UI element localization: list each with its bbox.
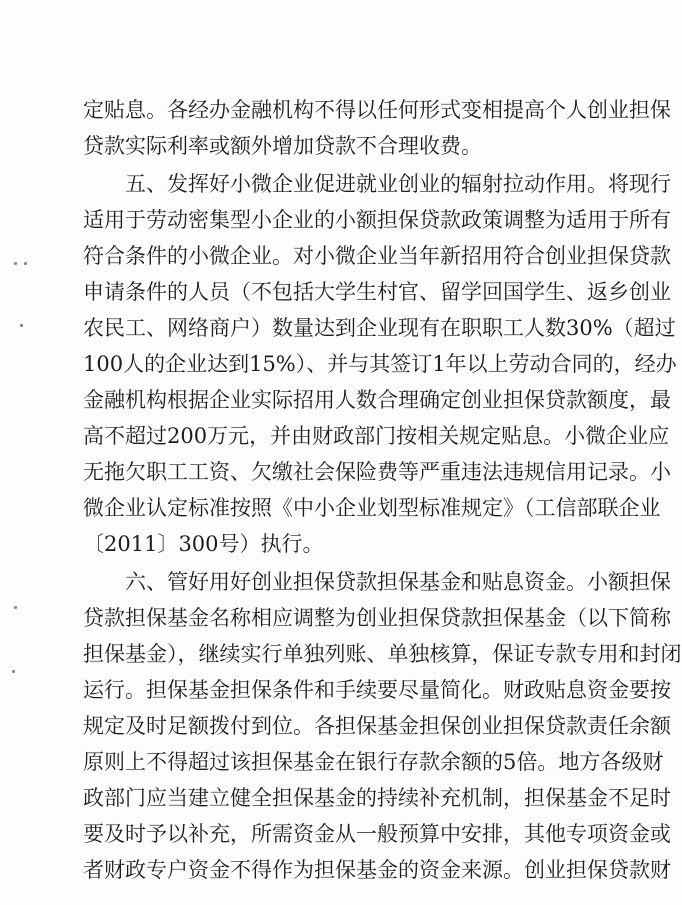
text-line: 贷款实际利率或额外增加贷款不合理收费。 — [83, 134, 482, 158]
text-line: 符合条件的小微企业。对小微企业当年新招用符合创业担保贷款 — [83, 244, 671, 268]
text-line: 贷款担保基金名称相应调整为创业担保贷款担保基金（以下简称 — [83, 606, 671, 630]
text-line: 运行。担保基金担保条件和手续要尽量简化。财政贴息资金要按 — [83, 678, 671, 702]
text-line: 政部门应当建立健全担保基金的持续补充机制，担保基金不足时 — [83, 786, 671, 810]
text-line: 五、发挥好小微企业促进就业创业的辐射拉动作用。将现行 — [125, 172, 671, 196]
text-line: 高不超过200万元，并由财政部门按相关规定贴息。小微企业应 — [83, 424, 670, 448]
scan-artifact — [20, 324, 23, 327]
scan-artifact — [24, 262, 27, 265]
text-line: 无拖欠职工工资、欠缴社会保险费等严重违法违规信用记录。小 — [83, 460, 671, 484]
scan-artifact — [14, 606, 17, 609]
text-line: 〔2011〕300号）执行。 — [83, 532, 324, 556]
text-line: 原则上不得超过该担保基金在银行存款余额的5倍。地方各级财 — [83, 750, 664, 774]
text-line: 者财政专户资金不得作为担保基金的资金来源。创业担保贷款财 — [83, 858, 671, 882]
scan-artifact — [12, 670, 15, 673]
text-line: 定贴息。各经办金融机构不得以任何形式变相提高个人创业担保 — [83, 98, 671, 122]
text-line: 100人的企业达到15%）、并与其签订1年以上劳动合同的，经办 — [83, 352, 677, 376]
text-line: 申请条件的人员（不包括大学生村官、留学回国学生、返乡创业 — [83, 280, 671, 304]
text-line: 规定及时足额拨付到位。各担保基金担保创业担保贷款责任余额 — [83, 714, 671, 738]
scan-artifact — [14, 262, 17, 265]
text-line: 金融机构根据企业实际招用人数合理确定创业担保贷款额度，最 — [83, 388, 671, 412]
text-line: 微企业认定标准按照《中小企业划型标准规定》（工信部联企业 — [83, 496, 661, 520]
text-line: 六、管好用好创业担保贷款担保基金和贴息资金。小额担保 — [125, 570, 671, 594]
text-line: 担保基金），继续实行单独列账、单独核算，保证专款专用和封闭 — [83, 642, 682, 666]
text-line: 要及时予以补充，所需资金从一般预算中安排，其他专项资金或 — [83, 822, 671, 846]
text-line: 适用于劳动密集型小企业的小额担保贷款政策调整为适用于所有 — [83, 208, 671, 232]
text-line: 农民工、网络商户）数量达到企业现有在职职工人数30%（超过 — [83, 316, 676, 340]
